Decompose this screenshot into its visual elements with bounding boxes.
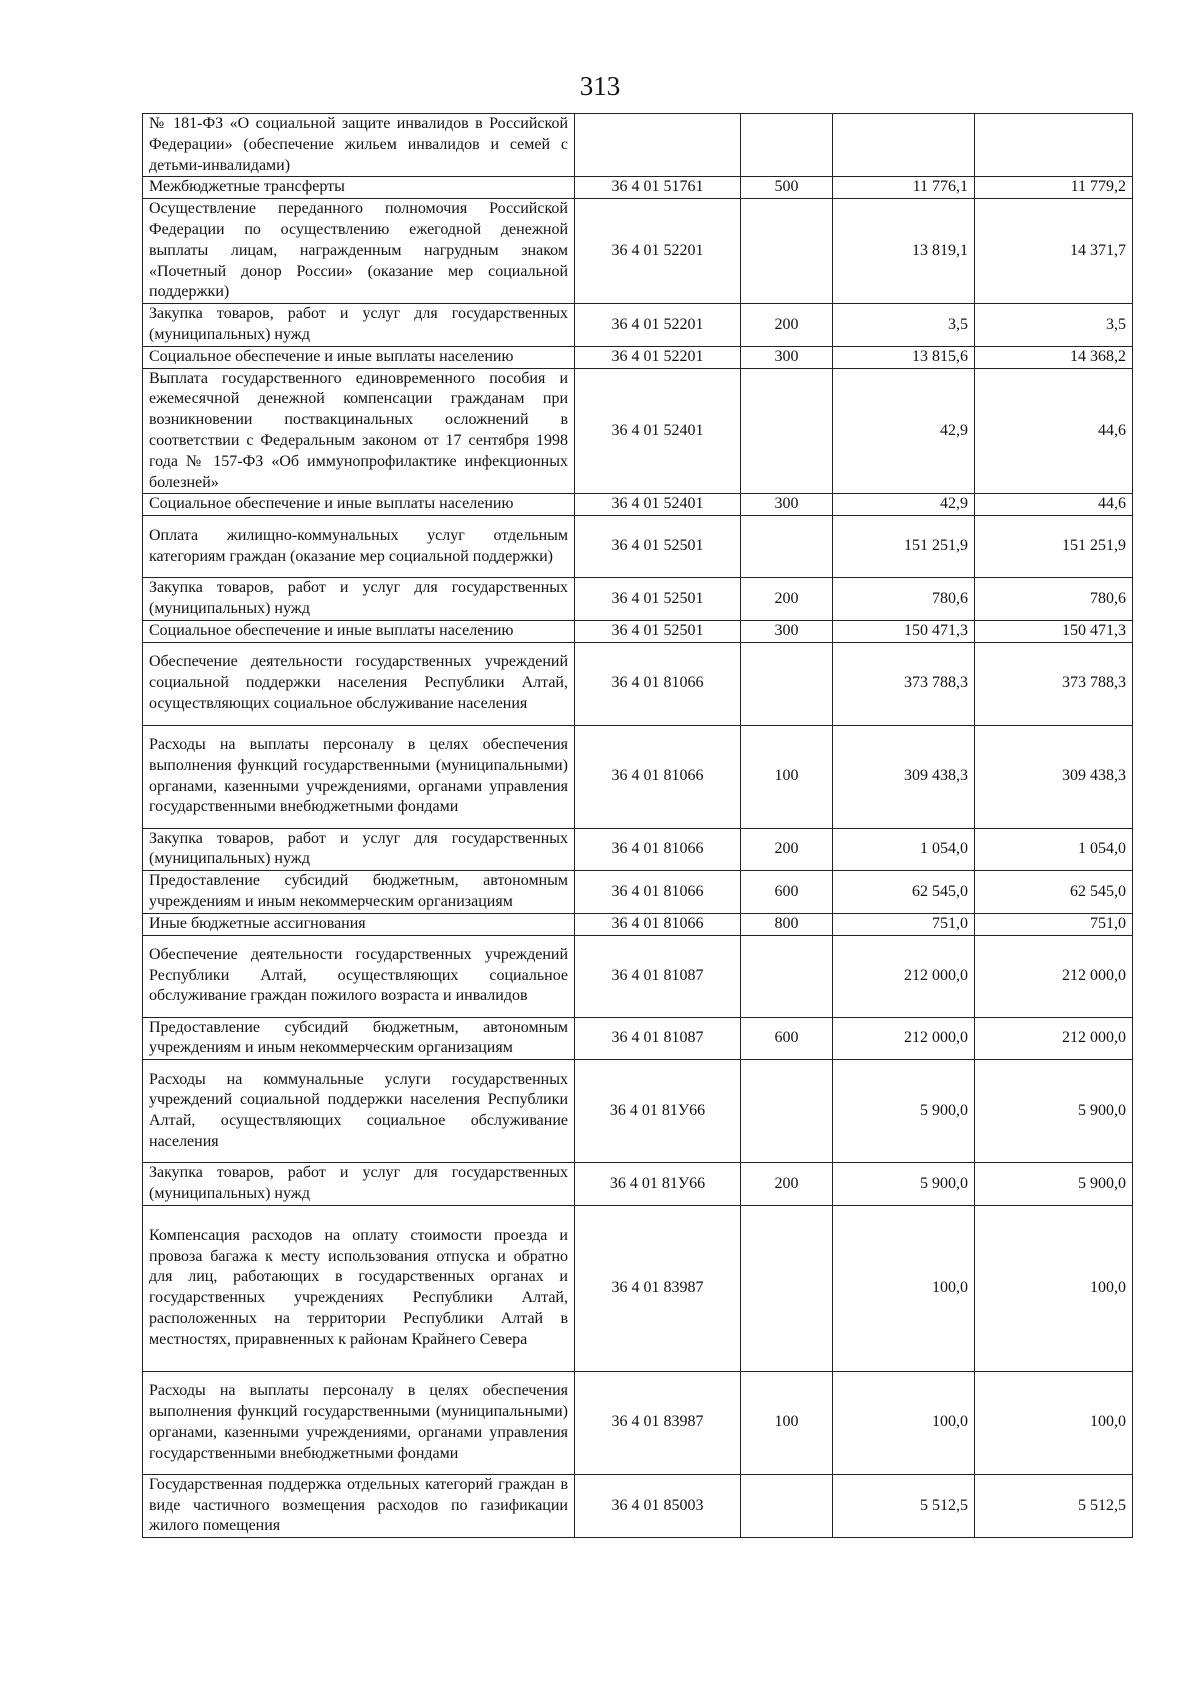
row-sum-year1-cell xyxy=(833,114,975,177)
table-row xyxy=(143,913,1133,935)
row-sum-year2-cell: 212 000,0 xyxy=(975,1017,1133,1060)
row-name-cell: Закупка товаров, работ и услуг для государственных (муниципальных) нужд xyxy=(143,1163,575,1206)
row-sum-year2-cell: 151 251,9 xyxy=(975,516,1133,578)
row-name-cell: Расходы на коммунальные услуги государственных учреждений социальной поддержки населения Республики Алтай, осуществляющих социальное обслуживание населения xyxy=(143,1060,575,1163)
row-expense-type-cell: 800 xyxy=(741,913,833,935)
row-sum-year2-cell: 44,6 xyxy=(975,368,1133,494)
row-sum-year1-cell: 100,0 xyxy=(833,1371,975,1474)
row-sum-year1-cell: 5 900,0 xyxy=(833,1060,975,1163)
row-code-cell: 36 4 01 81066 xyxy=(575,725,741,828)
row-code-cell: 36 4 01 81066 xyxy=(575,828,741,871)
row-expense-type-cell: 100 xyxy=(741,725,833,828)
row-name-cell: Социальное обеспечение и иные выплаты населению xyxy=(143,346,575,368)
row-expense-type-cell: 300 xyxy=(741,494,833,516)
row-sum-year1-cell: 13 815,6 xyxy=(833,346,975,368)
row-code-cell: 36 4 01 85003 xyxy=(575,1474,741,1537)
row-sum-year1-cell: 373 788,3 xyxy=(833,642,975,725)
row-expense-type-cell: 500 xyxy=(741,177,833,199)
row-sum-year1-cell: 780,6 xyxy=(833,578,975,621)
row-sum-year1-cell: 309 438,3 xyxy=(833,725,975,828)
row-expense-type-cell: 200 xyxy=(741,1163,833,1206)
row-code-cell: 36 4 01 81У66 xyxy=(575,1060,741,1163)
row-sum-year1-cell: 5 512,5 xyxy=(833,1474,975,1537)
row-name-cell: Социальное обеспечение и иные выплаты населению xyxy=(143,494,575,516)
row-code-cell: 36 4 01 52201 xyxy=(575,346,741,368)
row-sum-year2-cell: 14 371,7 xyxy=(975,199,1133,304)
row-sum-year1-cell: 150 471,3 xyxy=(833,620,975,642)
row-sum-year1-cell: 100,0 xyxy=(833,1205,975,1371)
row-code-cell: 36 4 01 81087 xyxy=(575,935,741,1017)
row-name-cell: Иные бюджетные ассигнования xyxy=(143,913,575,935)
row-code-cell: 36 4 01 52401 xyxy=(575,494,741,516)
row-name-cell: Предоставление субсидий бюджетным, автономным учреждениям и иным некоммерческим организациям xyxy=(143,871,575,914)
row-expense-type-cell xyxy=(741,1060,833,1163)
row-expense-type-cell: 600 xyxy=(741,871,833,914)
page-number: 313 xyxy=(579,71,621,101)
row-expense-type-cell: 200 xyxy=(741,304,833,347)
row-code-cell: 36 4 01 81066 xyxy=(575,871,741,914)
row-name-cell: Закупка товаров, работ и услуг для государственных (муниципальных) нужд xyxy=(143,578,575,621)
row-code-cell: 36 4 01 81У66 xyxy=(575,1163,741,1206)
row-name-cell: № 181-ФЗ «О социальной защите инвалидов в Российской Федерации» (обеспечение жильем инвалидов и семей с детьми-инвалидами) xyxy=(143,114,575,177)
row-sum-year2-cell: 14 368,2 xyxy=(975,346,1133,368)
row-expense-type-cell: 100 xyxy=(741,1371,833,1474)
table-row xyxy=(143,1060,1133,1163)
row-sum-year2-cell: 44,6 xyxy=(975,494,1133,516)
row-sum-year2-cell: 1 054,0 xyxy=(975,828,1133,871)
table-row xyxy=(143,177,1133,199)
row-sum-year1-cell: 151 251,9 xyxy=(833,516,975,578)
row-sum-year2-cell: 780,6 xyxy=(975,578,1133,621)
row-code-cell: 36 4 01 83987 xyxy=(575,1205,741,1371)
row-name-cell: Закупка товаров, работ и услуг для государственных (муниципальных) нужд xyxy=(143,828,575,871)
row-name-cell: Предоставление субсидий бюджетным, автономным учреждениям и иным некоммерческим организациям xyxy=(143,1017,575,1060)
row-code-cell: 36 4 01 81087 xyxy=(575,1017,741,1060)
row-sum-year1-cell: 42,9 xyxy=(833,368,975,494)
row-name-cell: Обеспечение деятельности государственных учреждений социальной поддержки населения Республики Алтай, осуществляющих социальное обслуживание населения xyxy=(143,642,575,725)
table-row xyxy=(143,494,1133,516)
row-sum-year1-cell: 42,9 xyxy=(833,494,975,516)
budget-table xyxy=(142,113,1133,1538)
budget-table-body xyxy=(143,114,1133,1538)
row-code-cell: 36 4 01 52401 xyxy=(575,368,741,494)
row-sum-year2-cell: 373 788,3 xyxy=(975,642,1133,725)
row-sum-year2-cell: 11 779,2 xyxy=(975,177,1133,199)
row-sum-year2-cell: 309 438,3 xyxy=(975,725,1133,828)
table-row xyxy=(143,1163,1133,1206)
row-sum-year1-cell: 212 000,0 xyxy=(833,935,975,1017)
row-sum-year2-cell: 751,0 xyxy=(975,913,1133,935)
row-name-cell: Расходы на выплаты персоналу в целях обеспечения выполнения функций государственными (муниципальными) органами, казенными учреждениями, органами управления государственными внебюджетными фондами xyxy=(143,725,575,828)
row-expense-type-cell xyxy=(741,516,833,578)
row-name-cell: Выплата государственного единовременного пособия и ежемесячной денежной компенсации гражданам при возникновении поствакцинальных осложнений в соответствии с Федеральным законом от 17 сентября 1998 года № 157-ФЗ «Об иммунопрофилактике инфекционных болезней» xyxy=(143,368,575,494)
row-code-cell: 36 4 01 81066 xyxy=(575,642,741,725)
row-name-cell: Социальное обеспечение и иные выплаты населению xyxy=(143,620,575,642)
row-code-cell: 36 4 01 51761 xyxy=(575,177,741,199)
row-sum-year2-cell: 100,0 xyxy=(975,1371,1133,1474)
row-sum-year1-cell: 212 000,0 xyxy=(833,1017,975,1060)
table-row xyxy=(143,935,1133,1017)
row-sum-year2-cell: 5 512,5 xyxy=(975,1474,1133,1537)
table-row xyxy=(143,516,1133,578)
row-expense-type-cell xyxy=(741,368,833,494)
table-row xyxy=(143,1474,1133,1537)
row-expense-type-cell: 200 xyxy=(741,828,833,871)
table-row xyxy=(143,828,1133,871)
row-sum-year2-cell: 100,0 xyxy=(975,1205,1133,1371)
table-row xyxy=(143,1205,1133,1371)
table-row xyxy=(143,346,1133,368)
row-name-cell: Расходы на выплаты персоналу в целях обеспечения выполнения функций государственными (муниципальными) органами, казенными учреждениями, органами управления государственными внебюджетными фондами xyxy=(143,1371,575,1474)
row-sum-year2-cell: 150 471,3 xyxy=(975,620,1133,642)
table-row xyxy=(143,578,1133,621)
row-sum-year2-cell: 3,5 xyxy=(975,304,1133,347)
row-code-cell: 36 4 01 52501 xyxy=(575,620,741,642)
row-expense-type-cell: 300 xyxy=(741,346,833,368)
row-sum-year1-cell: 1 054,0 xyxy=(833,828,975,871)
table-row xyxy=(143,1017,1133,1060)
row-sum-year1-cell: 751,0 xyxy=(833,913,975,935)
row-expense-type-cell xyxy=(741,1205,833,1371)
table-row xyxy=(143,114,1133,177)
row-name-cell: Компенсация расходов на оплату стоимости проезда и провоза багажа к месту использования отпуска и обратно для лиц, работающих в государственных органах и государственных учреждениях Республики Алтай, расположенных на территории Республики Алтай в местностях, приравненных к районам Крайнего Севера xyxy=(143,1205,575,1371)
row-sum-year2-cell: 62 545,0 xyxy=(975,871,1133,914)
row-name-cell: Межбюджетные трансферты xyxy=(143,177,575,199)
row-sum-year2-cell: 5 900,0 xyxy=(975,1163,1133,1206)
row-sum-year1-cell: 11 776,1 xyxy=(833,177,975,199)
table-row xyxy=(143,620,1133,642)
table-row xyxy=(143,368,1133,494)
row-name-cell: Осуществление переданного полномочия Российской Федерации по осуществлению ежегодной денежной выплаты лицам, награжденным нагрудным знаком «Почетный донор России» (оказание мер социальной поддержки) xyxy=(143,199,575,304)
row-expense-type-cell: 600 xyxy=(741,1017,833,1060)
table-row xyxy=(143,199,1133,304)
row-expense-type-cell xyxy=(741,199,833,304)
table-row xyxy=(143,304,1133,347)
row-expense-type-cell: 300 xyxy=(741,620,833,642)
row-expense-type-cell xyxy=(741,935,833,1017)
row-expense-type-cell xyxy=(741,642,833,725)
row-code-cell: 36 4 01 52501 xyxy=(575,578,741,621)
row-code-cell xyxy=(575,114,741,177)
row-name-cell: Государственная поддержка отдельных категорий граждан в виде частичного возмещения расходов по газификации жилого помещения xyxy=(143,1474,575,1537)
row-sum-year2-cell: 212 000,0 xyxy=(975,935,1133,1017)
row-sum-year1-cell: 13 819,1 xyxy=(833,199,975,304)
row-sum-year1-cell: 3,5 xyxy=(833,304,975,347)
row-code-cell: 36 4 01 81066 xyxy=(575,913,741,935)
table-row xyxy=(143,1371,1133,1474)
row-name-cell: Обеспечение деятельности государственных учреждений Республики Алтай, осуществляющих социальное обслуживание граждан пожилого возраста и инвалидов xyxy=(143,935,575,1017)
row-name-cell: Закупка товаров, работ и услуг для государственных (муниципальных) нужд xyxy=(143,304,575,347)
table-row xyxy=(143,871,1133,914)
row-code-cell: 36 4 01 83987 xyxy=(575,1371,741,1474)
table-row xyxy=(143,642,1133,725)
row-code-cell: 36 4 01 52501 xyxy=(575,516,741,578)
row-sum-year1-cell: 62 545,0 xyxy=(833,871,975,914)
row-expense-type-cell: 200 xyxy=(741,578,833,621)
row-sum-year1-cell: 5 900,0 xyxy=(833,1163,975,1206)
table-row xyxy=(143,725,1133,828)
row-sum-year2-cell: 5 900,0 xyxy=(975,1060,1133,1163)
row-name-cell: Оплата жилищно-коммунальных услуг отдельным категориям граждан (оказание мер социальной поддержки) xyxy=(143,516,575,578)
row-expense-type-cell xyxy=(741,114,833,177)
row-code-cell: 36 4 01 52201 xyxy=(575,199,741,304)
row-expense-type-cell xyxy=(741,1474,833,1537)
row-sum-year2-cell xyxy=(975,114,1133,177)
row-code-cell: 36 4 01 52201 xyxy=(575,304,741,347)
